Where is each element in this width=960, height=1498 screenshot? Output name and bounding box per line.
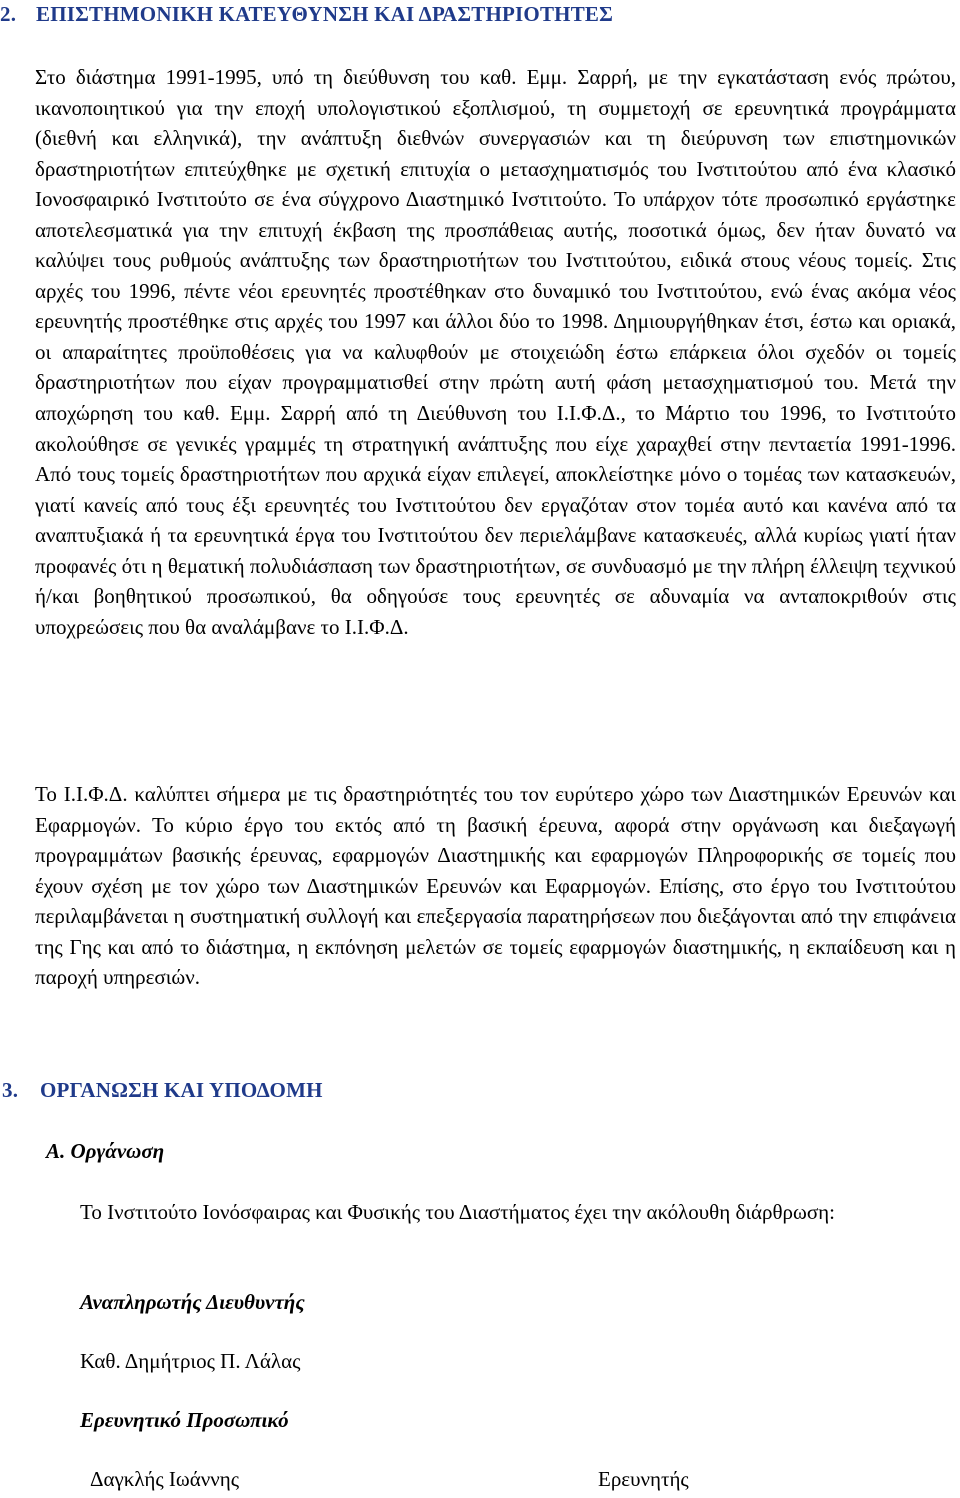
section-3-heading (2, 1078, 323, 1103)
section-2-heading (0, 2, 613, 27)
section-3-number: 3. (2, 1078, 19, 1102)
section-2-number: 2. (0, 2, 17, 26)
section-2-paragraph-1: Στο διάστημα 1991-1995, υπό τη διεύθυνση του καθ. Εμμ. Σαρρή, με την εγκατάσταση ενός πρώτου, ικανοποιητικού για την εποχή υπολογιστικού εξοπλισμού, τη συμμετοχή σε ερευνητικά προγράμματα (διεθνή και ελληνικά), την ανάπτυξη διεθνών συνεργασιών και τη διεύρυνση των επιστημονικών δραστηριοτήτων επιτεύχθηκε με σχετική επιτυχία ο μετασχηματισμός του Ινστιτούτου από ένα κλασικό Ιονοσφαιρικό Ινστιτούτο σε ένα σύγχρονο Διαστημικό Ινστιτούτο. Το υπάρχον τότε προσωπικό εργάστηκε αποτελεσματικά για την επιτυχή έκβαση της προσπάθειας αυτής, ποσοτικά όμως, δεν ήταν δυνατό να καλύψει τους ρυθμούς ανάπτυξης των δραστηριοτήτων του Ινστιτούτου, ειδικά στους νέους τομείς. Στις αρχές του 1996, πέντε νέοι ερευνητές προστέθηκαν στο δυναμικό του Ινστιτούτου, ενώ ένας ακόμα νέος ερευνητής προστέθηκε στις αρχές του 1997 και άλλοι δύο το 1998. Δημιουργήθηκαν έτσι, έστω και οριακά, οι απαραίτητες προϋποθέσεις για να καλυφθούν με στοιχειώδη έστω επάρκεια όλοι σχεδόν οι τομείς δραστηριοτήτων που είχαν προγραμματισθεί στην πρώτη αυτή φάση μετασχηματισμού του. Μετά την αποχώρηση του καθ. Εμμ. Σαρρή από τη Διεύθυνση του Ι.Ι.Φ.Δ., το Μάρτιο του 1996, το Ινστιτούτο ακολούθησε σε γενικές γραμμές τη στρατηγική ανάπτυξης που είχε χαραχθεί στην πενταετία 1991-1996. Από τους τομείς δραστηριοτήτων που αρχικά είχαν επιλεγεί, αποκλείστηκε μόνο ο τομέας των κατασκευών, γιατί κανείς από τους έξι ερευνητές του Ινστιτούτου δεν εργαζόταν στον τομέα αυτό και κανένα από τα αναπτυξιακά ή τα ερευνητικά έργα του Ινστιτούτου δεν περιελάμβανε κατασκευές, αλλά κυρίως γιατί ήταν προφανές ότι η θεματική πολυδιάσπαση των δραστηριοτήτων, σε συνδυασμό με την πλήρη έλλειψη τεχνικού ή/και βοηθητικού προσωπικού, θα οδηγούσε τους ερευνητές σε αδυναμία να ανταποκριθούν στις υποχρεώσεις που θα αναλάμβανε το Ι.Ι.Φ.Δ. (35, 65, 956, 639)
research-staff-heading: Ερευνητικό Προσωπικό (80, 1408, 289, 1432)
section-3-title: ΟΡΓΑΝΩΣΗ ΚΑΙ ΥΠΟΔΟΜΗ (40, 1078, 323, 1102)
organization-intro: Το Ινστιτούτο Ιονόσφαιρας και Φυσικής του Διαστήματος έχει την ακόλουθη διάρθρωση: (80, 1200, 835, 1224)
subsection-a-heading: Α. Οργάνωση (46, 1139, 165, 1163)
deputy-director-name: Καθ. Δημήτριος Π. Λάλας (80, 1349, 301, 1373)
section-2-title: ΕΠΙΣΤΗΜΟΝΙΚΗ ΚΑΤΕΥΘΥΝΣΗ ΚΑΙ ΔΡΑΣΤΗΡΙΟΤΗΤΕΣ (36, 2, 614, 26)
staff-role: Ερευνητής (598, 1467, 689, 1491)
section-2-paragraph-2: Το Ι.Ι.Φ.Δ. καλύπτει σήμερα με τις δραστηριότητές του τον ευρύτερο χώρο των Διαστημικών Ερευνών και Εφαρμογών. Το κύριο έργο του εκτός από τη βασική έρευνα, αφορά στην οργάνωση και διεξαγωγή προγραμμάτων βασικής έρευνας, εφαρμογών Διαστημικής και εφαρμογών Πληροφορικής σε τομείς που έχουν σχέση με τον χώρο των Διαστημικών Ερευνών και Εφαρμογών. Επίσης, στο έργο του Ινστιτούτου περιλαμβάνεται η συστηματική συλλογή και επεξεργασία παρατηρήσεων που διεξάγονται από την επιφάνεια της Γης και από το διάστημα, η εκπόνηση μελετών σε τομείς εφαρμογών διαστημικής, η εκπαίδευση και η παροχή υπηρεσιών. (35, 782, 956, 990)
deputy-director-heading: Αναπληρωτής Διευθυντής (80, 1290, 305, 1314)
staff-name: Δαγκλής Ιωάννης (90, 1467, 240, 1491)
